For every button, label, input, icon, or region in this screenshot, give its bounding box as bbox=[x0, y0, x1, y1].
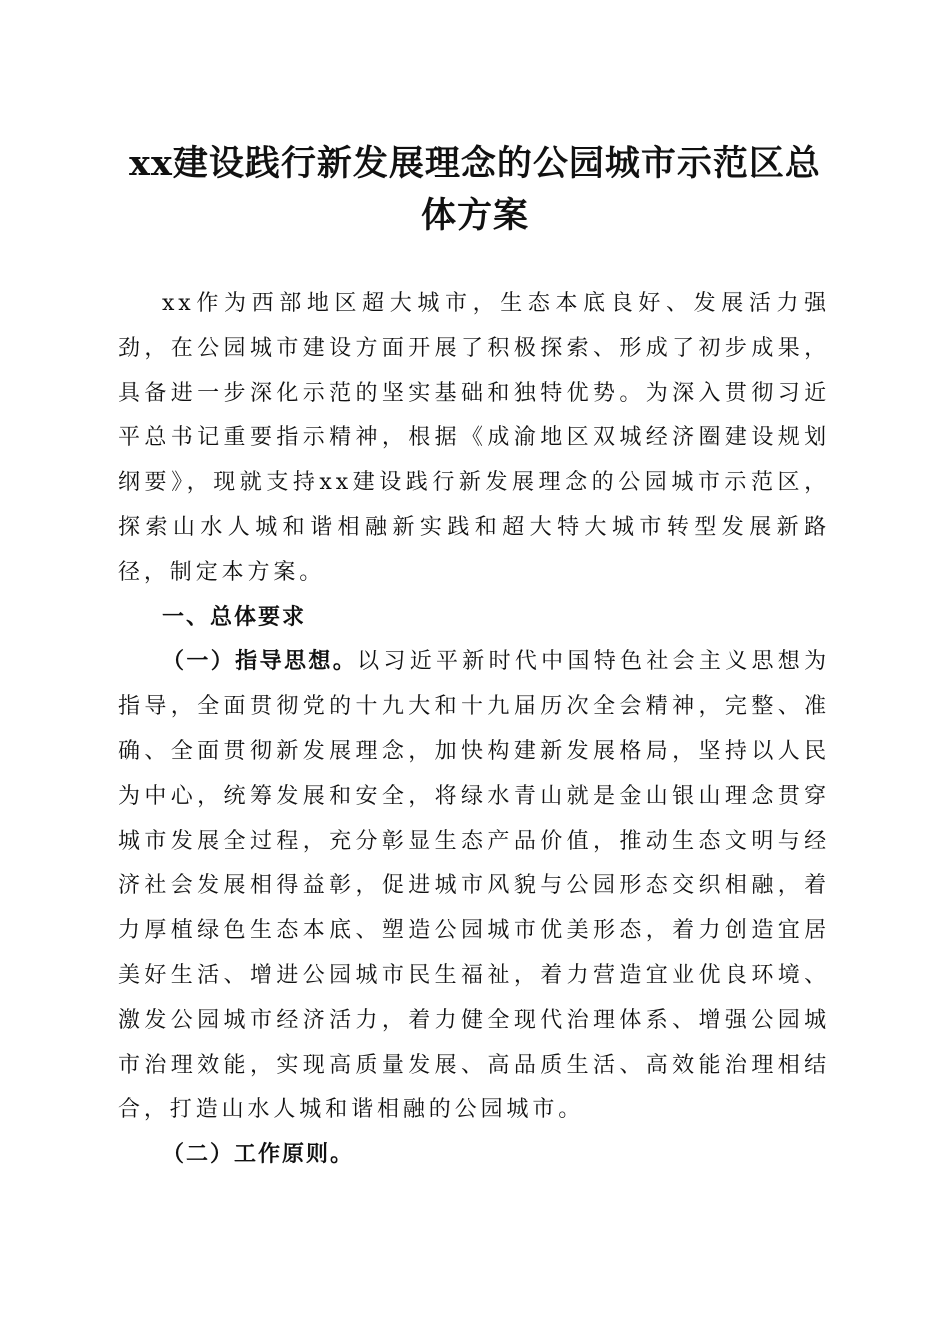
document-title bbox=[110, 138, 840, 242]
guiding-ideology-paragraph bbox=[118, 640, 830, 1133]
title-line-1: xx建设践行新发展理念的公园城市示范区总 bbox=[129, 143, 821, 184]
document-body bbox=[118, 282, 830, 1178]
guiding-ideology-text: 以习近平新时代中国特色社会主义思想为指导，全面贯彻党的十九大和十九届历次全会精神，完整、准确、全面贯彻新发展理念，加快构建新发展格局，坚持以人民为中心，统筹发展和安全，将绿水青山就是金山银山理念贯穿城市发展全过程，充分彰显生态产品价值，推动生态文明与经济社会发展相得益彰，促进城市风貌与公园形态交织相融，着力厚植绿色生态本底、塑造公园城市优美形态，着力创造宜居美好生活、增进公园城市民生福祉，着力营造宜业优良环境、激发公园城市经济活力，着力健全现代治理体系、增强公园城市治理效能，实现高质量发展、高品质生活、高效能治理相结合，打造山水人城和谐相融的公园城市。 bbox=[118, 649, 830, 1123]
working-principles-paragraph bbox=[118, 1133, 830, 1178]
guiding-ideology-lead: （一）指导思想。 bbox=[162, 649, 358, 675]
intro-paragraph: xx作为西部地区超大城市，生态本底良好、发展活力强劲，在公园城市建设方面开展了积极探索、形成了初步成果，具备进一步深化示范的坚实基础和独特优势。为深入贯彻习近平总书记重要指示精神，根据《成渝地区双城经济圈建设规划纲要》，现就支持xx建设践行新发展理念的公园城市示范区，探索山水人城和谐相融新实践和超大特大城市转型发展新路径，制定本方案。 bbox=[118, 291, 830, 585]
title-line-2: 体方案 bbox=[420, 195, 529, 236]
section-heading-overall-requirements: 一、总体要求 bbox=[162, 604, 307, 630]
working-principles-lead: （二）工作原则。 bbox=[162, 1142, 355, 1168]
